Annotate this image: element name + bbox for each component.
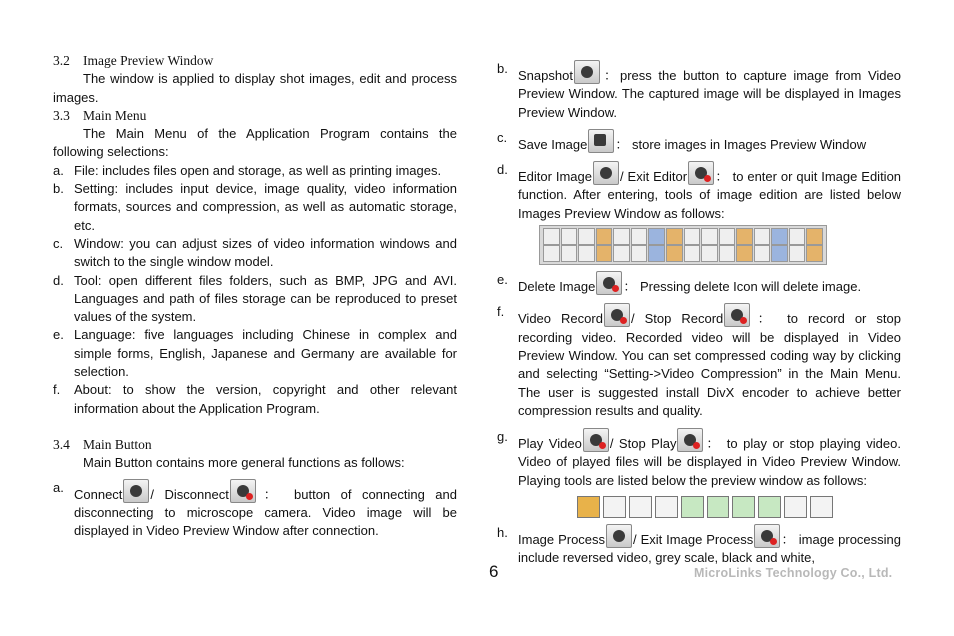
list-item: a. Connect / Disconnect ： button of connecting and disconnecting to microscope camera. Video image will be displayed in Video Preview Window after connection. xyxy=(53,479,457,539)
list-item: f. About: to show the version, copyright and other relevant information about the Application Program. xyxy=(53,382,457,416)
list-item: e. Language: five languages including Chinese in complex and simple forms, English, Japanese and Germany are available for selection. xyxy=(53,327,457,380)
stop-play-icon xyxy=(677,428,703,452)
section-heading: 3.3 Main Menu xyxy=(53,107,147,123)
list-item: c. Window: you can adjust sizes of video information windows and switch to the single window model. xyxy=(53,235,457,270)
snapshot-icon xyxy=(574,60,600,84)
section-heading: 3.2 Image Preview Window xyxy=(53,53,214,68)
right-column xyxy=(497,60,901,568)
list-item: c. Save Image ： store images in Images Preview Window xyxy=(497,129,867,152)
list-item: d. Tool: open different files folders, such as BMP, JPG and AVI. Languages and path of files storage can be reproduced to preset values of the system. xyxy=(53,272,457,325)
save-image-icon xyxy=(588,129,614,153)
stop-record-icon xyxy=(724,303,750,327)
editor-image-icon xyxy=(593,161,619,185)
exit-editor-icon xyxy=(688,161,714,185)
page-number: 6 xyxy=(489,562,499,581)
left-column xyxy=(53,52,457,540)
paragraph: The window is applied to display shot images, edit and process images. xyxy=(53,71,457,105)
list-item: b. Snapshot ：press the button to capture image from Video Preview Window. The captured image will be displayed in Images Preview Window. xyxy=(497,61,901,120)
exit-image-process-icon xyxy=(754,524,780,548)
image-process-icon xyxy=(606,524,632,548)
list-item: d. Editor Image / Exit Editor ： to enter or quit Image Edition function. After entering, tools of image edition are listed below Images Preview Window as follows: xyxy=(497,162,902,221)
image-edit-toolbar xyxy=(539,225,827,265)
play-video-icon xyxy=(583,428,609,452)
video-record-icon xyxy=(604,303,630,327)
list-item: e. Delete Image ： Pressing delete Icon will delete image. xyxy=(497,272,862,295)
footer-company: MicroLinks Technology Co., Ltd. xyxy=(694,566,893,580)
list-item: h. Image Process / Exit Image Process ： image processing include reversed video, grey scale, black and white, xyxy=(497,525,902,566)
delete-image-icon xyxy=(596,271,622,295)
list-item: b. Setting: includes input device, image quality, video information formats, sources and compression, as well as automatic storage, etc. xyxy=(53,181,457,233)
paragraph: The Main Menu of the Application Program contains the following selections: xyxy=(53,126,457,160)
paragraph: Main Button contains more general functions as follows: xyxy=(83,455,405,471)
section-heading: 3.4 Main Button xyxy=(53,436,152,452)
list-item: f. Video Record / Stop Record ： to record or stop recording video. Recorded video will be displayed in Video Preview Window. You can set compressed coding way by clicking and selecting “Setting->Video Compression” in the Main Menu. The user is suggested install DivX encoder to achieve better compression results and quality. xyxy=(497,304,901,418)
list-item: a. File: includes files open and storage, as well as printing images. xyxy=(53,162,442,178)
disconnect-icon xyxy=(230,479,256,503)
list-item: g. Play Video / Stop Play ： to play or stop playing video. Video of played files will be displayed in Video Preview Window. Playing tools are listed below the preview window as follows: xyxy=(497,429,901,488)
playback-toolbar xyxy=(577,496,833,518)
connect-icon xyxy=(123,479,149,503)
